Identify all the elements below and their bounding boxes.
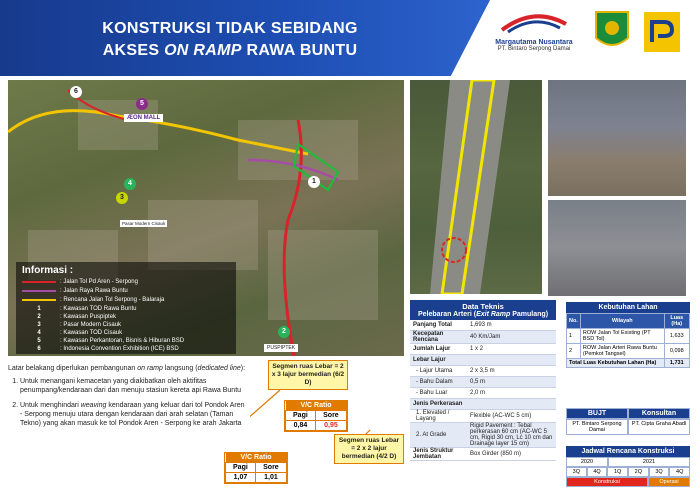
- vc-pagi-label: Pagi: [286, 411, 316, 421]
- segment-4-2d: Segmen ruas Lebar = 2 x 2 lajur bermedian (4/2 D): [334, 434, 404, 464]
- year-2020: 2020: [566, 457, 608, 467]
- legend-swatch: [22, 299, 56, 301]
- map-marker-5[interactable]: 5: [136, 98, 148, 110]
- page-title-line2: [0, 42, 460, 60]
- technical-key: - Bahu Luar: [416, 390, 448, 396]
- legend-label: : Kawasan Puspiptek: [60, 314, 117, 320]
- technical-row: [410, 388, 556, 399]
- schedule-bars: [566, 477, 690, 487]
- quarter-cell: 2Q: [628, 467, 649, 477]
- city-seal: [592, 8, 632, 54]
- technical-row: [410, 331, 556, 344]
- land-needs-title: Kebutuhan Lahan: [566, 302, 690, 313]
- aerial-road-drawing: [410, 80, 542, 294]
- vc-pagi-value: 0,84: [286, 421, 316, 431]
- legend-num: 4: [37, 330, 41, 336]
- vc-pagi-value: 1,07: [226, 473, 256, 483]
- legend-swatch: [22, 290, 56, 292]
- toll-road-main: [284, 120, 301, 356]
- legend-item-row: [22, 329, 232, 337]
- place-aeon: ÆON MALL: [124, 114, 163, 122]
- legend-label: : Rencana Jalan Tol Serpong - Balaraja: [60, 297, 165, 303]
- technical-value: 1 x 2: [470, 346, 484, 352]
- vc-ratio-diagram: [233, 360, 404, 490]
- intro-paragraph: Latar belakang diperlukan pembangunan on ramp langsung (dedicated line):: [8, 365, 246, 372]
- legend-num: 5: [37, 338, 41, 344]
- legend-num: 3: [37, 322, 41, 328]
- technical-value: Rigid Pavement : Tebal perkerasan 60 cm (AC-WC 5 cm, Rigid 30 cm, Lc 10 cm dan Drainage layer 15 cm): [470, 423, 553, 447]
- technical-value: 2,0 m: [470, 390, 486, 396]
- col-wilayah: Wilayah: [580, 314, 664, 329]
- legend-num: 1: [37, 306, 41, 312]
- legend-swatch: [22, 281, 56, 283]
- title-part: AKSES: [102, 42, 165, 59]
- vc-sore-value: 0,95: [315, 421, 346, 431]
- technical-key: - Bahu Dalam: [416, 379, 453, 385]
- map-marker-4[interactable]: 4: [124, 178, 136, 190]
- legend-num: 2: [37, 314, 41, 320]
- schedule-years: [566, 457, 690, 467]
- legend-item-row: [22, 321, 232, 329]
- technical-key: Jenis Struktur Jembatan: [413, 448, 454, 460]
- mn-name: Margautama Nusantara: [495, 39, 573, 46]
- technical-key: 2. At Grade: [416, 432, 447, 438]
- construction-bar: Konstruksi: [566, 477, 648, 487]
- title-part: RAWA BUNTU: [241, 42, 358, 59]
- technical-key: Jumlah Lajur: [413, 346, 451, 352]
- vc-table-2: [224, 452, 288, 484]
- legend-label: : Indonesia Convention Exhibition (ICE) BSD: [60, 346, 179, 352]
- technical-value: 0,5 m: [470, 379, 486, 385]
- legend-line-row: [22, 278, 232, 286]
- background-text: [8, 364, 248, 434]
- land-needs-table: [566, 302, 690, 368]
- place-puspiptek: PUSPIPTEK: [264, 344, 298, 352]
- traffic-photo: [548, 200, 686, 296]
- operation-bar: Operasi: [648, 477, 690, 487]
- aerial-photo: [410, 80, 542, 294]
- technical-value: 2 x 3,5 m: [470, 368, 495, 374]
- technical-key: Panjang Total: [413, 322, 452, 328]
- vc-title: V/C Ratio: [226, 453, 287, 463]
- vc-title: V/C Ratio: [286, 401, 347, 411]
- map-marker-3[interactable]: 3: [116, 192, 128, 204]
- vc-pagi-label: Pagi: [226, 463, 256, 473]
- consultant-title: Konsultan: [628, 408, 690, 419]
- year-2021: 2021: [608, 457, 690, 467]
- legend-line-row: [22, 287, 232, 295]
- schedule-table: [566, 446, 690, 487]
- margautama-logo: [494, 10, 574, 50]
- reason-2: 2. Untuk menghindari weaving kendaraan yang keluar dari tol Pondok Aren - Serpong menuju utara dengan kendaraan dari arah selatan (Taman Tekno) yang akan masuk ke tol Pondok Aren - Serpong ke arah Jakarta: [20, 401, 248, 428]
- schedule-title: Jadwal Rencana Konstruksi: [566, 446, 690, 457]
- technical-row: [410, 344, 556, 355]
- pu-logo-icon: [642, 10, 682, 54]
- col-luas: Luas (Ha): [664, 314, 689, 329]
- title-italic-part: ON RAMP: [164, 42, 242, 59]
- legend-label: : Kawasan Perkantoran, Bisnis & Hiburan BSD: [60, 338, 185, 344]
- legend-item-row: [22, 313, 232, 321]
- table-total-row: Total Luas Kebutuhan Lahan (Ha) 1,731: [567, 359, 690, 368]
- technical-key: Jenis Perkerasan: [413, 401, 463, 407]
- legend-line-row: [22, 296, 232, 304]
- map-marker-6[interactable]: 6: [70, 86, 82, 98]
- legend-label: : Jalan Tol Pd Aren - Serpong: [60, 279, 138, 285]
- col-no: No.: [567, 314, 581, 329]
- vc-sore-value: 1,01: [255, 473, 286, 483]
- technical-row: [410, 423, 556, 448]
- technical-title: Data Teknis: [462, 302, 504, 311]
- technical-value: 40 Km/Jam: [470, 334, 501, 340]
- place-cisauk: Pasar Modern Cisauk: [122, 221, 166, 226]
- technical-subtitle: Pelebaran Arteri (Exit Ramp Pamulang): [417, 311, 549, 318]
- map-marker-2[interactable]: 2: [278, 326, 290, 338]
- legend-label: : Kawasan TOD Rawa Buntu: [60, 306, 137, 312]
- technical-key: - Lajur Utama: [416, 368, 453, 374]
- technical-row: [410, 355, 556, 366]
- mn-sub: PT. Bintaro Serpong Damai: [497, 46, 571, 52]
- page-title-line1: KONSTRUKSI TIDAK SEBIDANG: [102, 20, 358, 37]
- quarter-cell: 4Q: [587, 467, 608, 477]
- quarter-cell: 1Q: [607, 467, 628, 477]
- bujt-title: BUJT: [566, 408, 628, 419]
- city-seal-icon: [592, 8, 632, 54]
- technical-value: 1,693 m: [470, 322, 492, 328]
- vc-sore-label: Sore: [255, 463, 286, 473]
- legend-item-row: [22, 337, 232, 345]
- margautama-logo-icon: [494, 10, 574, 34]
- bujt-consultant: [566, 408, 690, 435]
- technical-rows: [410, 320, 556, 461]
- technical-data-table: [410, 300, 556, 490]
- schedule-quarters: [566, 467, 690, 477]
- technical-row: [410, 320, 556, 331]
- technical-row: [410, 366, 556, 377]
- technical-data-header: [410, 300, 556, 320]
- vc-sore-label: Sore: [315, 411, 346, 421]
- vc-table-1: [284, 400, 348, 432]
- legend-title: Informasi :: [22, 265, 74, 276]
- technical-key: Kecepatan Rencana: [413, 331, 444, 343]
- technical-value: Box Girder (850 m): [470, 451, 522, 457]
- segment-6-2d: Segmen ruas Lebar = 2 x 3 lajur bermedian (6/2 D): [268, 360, 348, 390]
- technical-row: [410, 410, 556, 423]
- map-marker-1[interactable]: 1: [308, 176, 320, 188]
- legend-label: : Pasar Modern Cisauk: [60, 322, 122, 328]
- technical-value: Flexible (AC-WC 5 cm): [470, 413, 532, 419]
- site-photo-1: [548, 80, 686, 196]
- bujt-value-row: [566, 419, 690, 435]
- bujt-value: PT. Bintaro Serpong Damai: [566, 419, 628, 435]
- reason-1: 1. Untuk menangani kemacetan yang diakibatkan oleh aktifitas penumpang/kendaraan dari dan menuju stasiun kereta api Rawa Buntu: [20, 377, 248, 395]
- legend-label: : Kawasan TOD Cisauk: [60, 330, 123, 336]
- legend-label: : Jalan Raya Rawa Buntu: [60, 288, 128, 294]
- technical-row: [410, 448, 556, 461]
- quarter-cell: 3Q: [649, 467, 670, 477]
- legend-num: 6: [37, 346, 41, 352]
- technical-key: Lebar Lajur: [413, 357, 446, 363]
- technical-row: [410, 399, 556, 410]
- table-row: 2 ROW Jalan Arteri Rawa Buntu (Pemkot Tangsel) 0,098: [567, 344, 690, 359]
- legend-item-row: [22, 305, 232, 313]
- header-banner: [0, 0, 490, 76]
- table-row: 1 ROW Jalan Tol Existing (PT BSD Tol) 1,633: [567, 329, 690, 344]
- consultant-value: PT. Cipta Graha Abadi: [628, 419, 690, 435]
- legend-item-row: [22, 345, 232, 353]
- technical-row: [410, 377, 556, 388]
- pu-logo: [642, 10, 682, 54]
- quarter-cell: 4Q: [669, 467, 690, 477]
- technical-key: 1. Elevated / Layang: [416, 410, 450, 422]
- quarter-cell: 3Q: [566, 467, 587, 477]
- bujt-header-row: [566, 408, 690, 419]
- map-legend: [16, 262, 236, 354]
